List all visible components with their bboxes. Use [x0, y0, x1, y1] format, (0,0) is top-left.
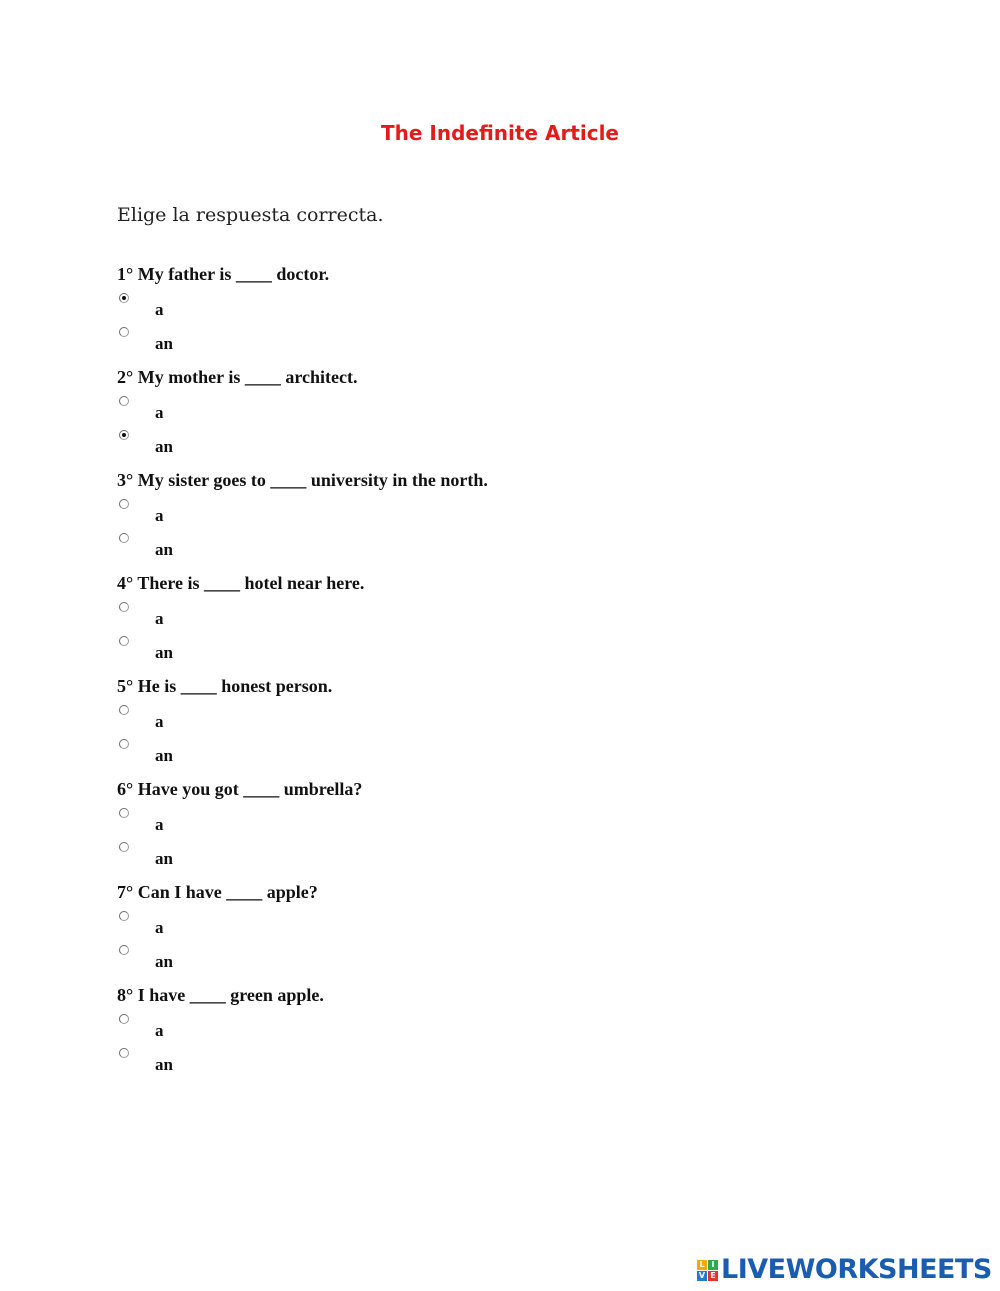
- question-8: [117, 983, 817, 1086]
- option-a[interactable]: [117, 496, 237, 528]
- question-4: [117, 571, 817, 674]
- option-label: a: [155, 1021, 164, 1040]
- option-a[interactable]: [117, 805, 237, 837]
- option-a[interactable]: [117, 908, 237, 940]
- radio-button[interactable]: [119, 327, 129, 337]
- option-label: an: [155, 849, 173, 868]
- option-label: a: [155, 403, 164, 422]
- question-5: [117, 674, 817, 777]
- question-text: 6° Have you got ____ umbrella?: [117, 779, 363, 799]
- radio-button[interactable]: [119, 739, 129, 749]
- option-a[interactable]: [117, 1011, 237, 1043]
- question-text: 1° My father is ____ doctor.: [117, 264, 330, 284]
- option-label: a: [155, 712, 164, 731]
- radio-button[interactable]: [119, 945, 129, 955]
- radio-button[interactable]: [119, 1048, 129, 1058]
- logo-blocks-icon: [697, 1260, 718, 1281]
- option-an[interactable]: [117, 839, 237, 871]
- logo-block: I: [708, 1260, 718, 1270]
- option-an[interactable]: [117, 736, 237, 768]
- question-2: [117, 365, 817, 468]
- option-an[interactable]: [117, 427, 237, 459]
- question-7: [117, 880, 817, 983]
- radio-button[interactable]: [119, 533, 129, 543]
- question-text: 8° I have ____ green apple.: [117, 985, 324, 1005]
- option-a[interactable]: [117, 393, 237, 425]
- option-label: a: [155, 300, 164, 319]
- option-an[interactable]: [117, 324, 237, 356]
- radio-button[interactable]: [119, 602, 129, 612]
- option-an[interactable]: [117, 633, 237, 665]
- option-label: a: [155, 506, 164, 525]
- option-an[interactable]: [117, 530, 237, 562]
- option-a[interactable]: [117, 702, 237, 734]
- logo-block: V: [698, 1270, 706, 1280]
- option-label: a: [155, 918, 164, 937]
- question-1: [117, 262, 817, 365]
- radio-button[interactable]: [119, 636, 129, 646]
- option-an[interactable]: [117, 1045, 237, 1077]
- radio-button[interactable]: [119, 1014, 129, 1024]
- question-text: 7° Can I have ____ apple?: [117, 882, 318, 902]
- option-label: an: [155, 1055, 173, 1074]
- logo-block: E: [708, 1271, 718, 1281]
- logo-block: L: [697, 1260, 707, 1270]
- radio-button[interactable]: [119, 396, 129, 406]
- question-text: 2° My mother is ____ architect.: [117, 367, 358, 387]
- radio-button[interactable]: [119, 430, 129, 440]
- option-label: an: [155, 643, 173, 662]
- option-an[interactable]: [117, 942, 237, 974]
- radio-button[interactable]: [119, 705, 129, 715]
- option-label: a: [155, 815, 164, 834]
- radio-button[interactable]: [119, 842, 129, 852]
- radio-button[interactable]: [119, 499, 129, 509]
- option-a[interactable]: [117, 599, 237, 631]
- option-label: an: [155, 746, 173, 765]
- question-text: 5° He is ____ honest person.: [117, 676, 333, 696]
- question-text: 4° There is ____ hotel near here.: [117, 573, 365, 593]
- radio-button[interactable]: [119, 293, 129, 303]
- quiz-list: [117, 262, 817, 1086]
- question-text: 3° My sister goes to ____ university in the north.: [117, 470, 488, 490]
- question-3: [117, 468, 817, 571]
- radio-button[interactable]: [119, 808, 129, 818]
- option-label: an: [155, 334, 173, 353]
- liveworksheets-logo: [697, 1255, 992, 1285]
- option-a[interactable]: [117, 290, 237, 322]
- logo-text: LIVEWORKSHEETS: [721, 1254, 992, 1285]
- option-label: a: [155, 609, 164, 628]
- option-label: an: [155, 437, 173, 456]
- question-6: [117, 777, 817, 880]
- radio-button[interactable]: [119, 911, 129, 921]
- worksheet-title: The Indefinite Article: [380, 121, 619, 145]
- option-label: an: [155, 540, 173, 559]
- instructions-text: Elige la respuesta correcta.: [117, 204, 384, 226]
- option-label: an: [155, 952, 173, 971]
